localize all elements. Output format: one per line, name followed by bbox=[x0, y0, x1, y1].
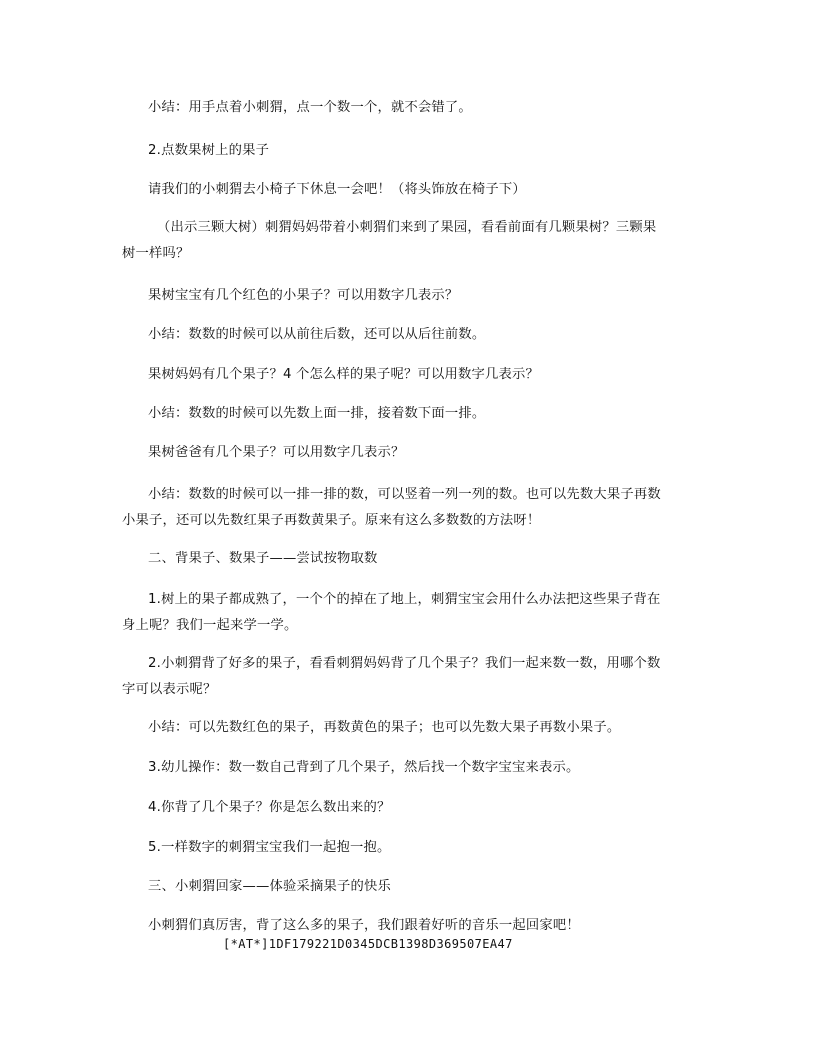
paragraph-summary-1: 小结：用手点着小刺猬，点一个数一个，就不会错了。 bbox=[148, 100, 472, 115]
paragraph-step-2: 2.小刺猬背了好多的果子，看看刺猬妈妈背了几个果子？我们一起来数一数，用哪个数字可以表示呢？ bbox=[122, 656, 661, 697]
paragraph-three-trees: （出示三颗大树）刺猬妈妈带着小刺猬们来到了果园，看看前面有几颗果树？三颗果树一样吗？ bbox=[122, 220, 657, 261]
paragraph-step-1: 1.树上的果子都成熟了，一个个的掉在了地上，刺猬宝宝会用什么办法把这些果子背在身上呢？我们一起来学一学。 bbox=[122, 592, 661, 633]
section-heading-2: 二、背果子、数果子——尝试按物取数 bbox=[148, 551, 378, 566]
paragraph-father-tree: 果树爸爸有几个果子？可以用数字几表示？ bbox=[148, 445, 405, 460]
paragraph-step-4: 4.你背了几个果子？你是怎么数出来的？ bbox=[148, 800, 391, 815]
paragraph-summary-5: 小结：可以先数红色的果子，再数黄色的果子；也可以先数大果子再数小果子。 bbox=[148, 720, 621, 735]
paragraph-rest: 请我们的小刺猬去小椅子下休息一会吧！（将头饰放在椅子下） bbox=[148, 182, 526, 197]
paragraph-summary-2: 小结：数数的时候可以从前往后数，还可以从后往前数。 bbox=[148, 327, 486, 342]
paragraph-summary-4: 小结：数数的时候可以一排一排的数，可以竖着一列一列的数。也可以先数大果子再数小果子，还可以先数红果子再数黄果子。原来有这么多数数的方法呀！ bbox=[122, 487, 661, 528]
heading-count-fruit: 2.点数果树上的果子 bbox=[148, 143, 270, 158]
paragraph-closing: 小刺猬们真厉害，背了这么多的果子，我们跟着好听的音乐一起回家吧！ bbox=[148, 918, 580, 933]
section-heading-3: 三、小刺猬回家——体验采摘果子的快乐 bbox=[148, 879, 391, 894]
paragraph-step-5: 5.一样数字的刺猬宝宝我们一起抱一抱。 bbox=[148, 840, 391, 855]
paragraph-mother-tree: 果树妈妈有几个果子？4 个怎么样的果子呢？可以用数字几表示？ bbox=[148, 367, 539, 382]
paragraph-summary-3: 小结：数数的时候可以先数上面一排，接着数下面一排。 bbox=[148, 406, 486, 421]
paragraph-baby-tree: 果树宝宝有几个红色的小果子？可以用数字几表示？ bbox=[148, 288, 459, 303]
paragraph-step-3: 3.幼儿操作：数一数自己背到了几个果子，然后找一个数字宝宝来表示。 bbox=[148, 760, 580, 775]
footer-code: [*AT*]1DF179221D0345DCB1398D369507EA47 bbox=[223, 937, 513, 951]
